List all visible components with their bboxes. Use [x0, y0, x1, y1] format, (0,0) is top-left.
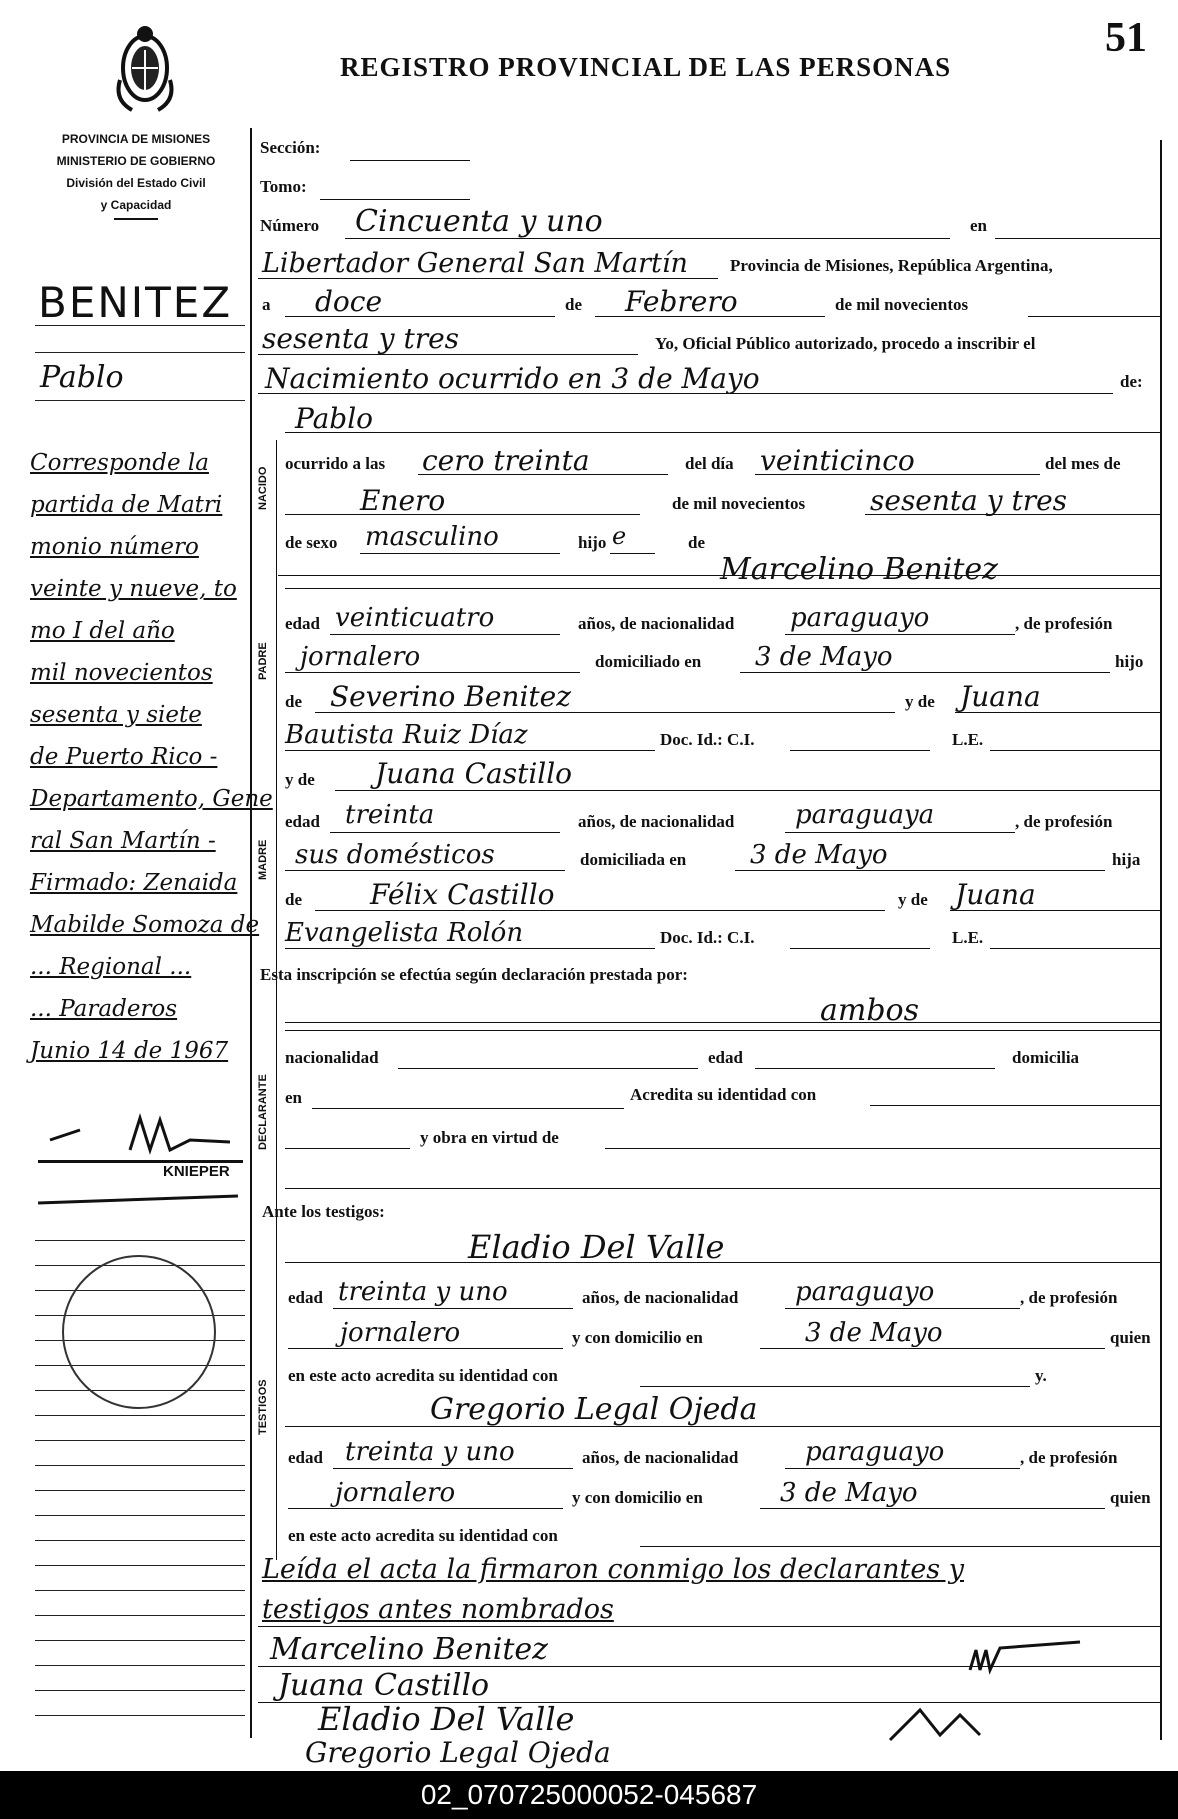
value-padre-padre: Severino Benitez [330, 680, 571, 713]
label-hijo: hijo [578, 533, 607, 552]
value-madre-nacionalidad: paraguaya [795, 800, 935, 830]
page-number: 51 [1105, 15, 1147, 61]
label-mil-novecientos-2: de mil novecientos [672, 494, 806, 513]
value-testigo1-domicilio: 3 de Mayo [805, 1318, 943, 1348]
official-stamp [38, 1160, 243, 1230]
label-ante-testigos: Ante los testigos: [262, 1202, 385, 1221]
label-en: en [970, 216, 987, 235]
value-sexo: masculino [365, 522, 499, 552]
label-edad-t2: edad [288, 1448, 323, 1467]
coat-of-arms-seal [112, 20, 178, 116]
label-del-dia: del día [685, 454, 734, 473]
section-testigos: TESTIGOS [257, 1379, 269, 1435]
margin-note-line: Departamento, Gene [30, 786, 273, 812]
label-de-madre: de [285, 890, 302, 909]
label-ocurrido: ocurrido a las [285, 454, 386, 473]
signature-4: Gregorio Legal Ojeda [305, 1736, 611, 1769]
label-y-de-madre-2: y de [898, 890, 928, 909]
label-docid-padre: Doc. Id.: C.I. [660, 730, 755, 749]
value-madre-nombre: Juana Castillo [375, 757, 573, 790]
label-provincia: Provincia de Misiones, República Argentina, [730, 256, 1053, 275]
section-padre: PADRE [257, 642, 269, 680]
agency-line-2: MINISTERIO DE GOBIERNO [56, 154, 216, 168]
section-madre: MADRE [257, 839, 269, 880]
section-nacido: NACIDO [257, 466, 269, 510]
label-profesion-madre: , de profesión [1015, 812, 1113, 831]
value-madre-profesion: sus domésticos [295, 840, 495, 870]
label-domiciliado: domiciliado en [595, 652, 702, 671]
label-hijo-padre: hijo [1115, 652, 1144, 671]
value-testigo2-domicilio: 3 de Mayo [780, 1478, 918, 1508]
margin-note-line: de Puerto Rico - [30, 744, 218, 770]
closing-text-1: Leída el acta la firmaron conmigo los declarantes y [262, 1554, 964, 1585]
label-profesion-t2: , de profesión [1020, 1448, 1118, 1467]
signature-2: Juana Castillo [278, 1668, 490, 1703]
label-mil-novecientos: de mil novecientos [835, 295, 969, 314]
label-le-madre: L.E. [952, 928, 984, 947]
label-edad-padre: edad [285, 614, 320, 633]
label-domicilio-t2: y con domicilio en [572, 1488, 703, 1507]
value-padre-domicilio: 3 de Mayo [755, 642, 893, 672]
margin-signature [40, 1110, 240, 1160]
value-testigo1-edad: treinta y uno [338, 1277, 508, 1307]
label-de-colon: de: [1120, 372, 1143, 391]
label-profesion-t1: , de profesión [1020, 1288, 1118, 1307]
section-divider [276, 440, 277, 1560]
image-id-footer: 02_070725000052-045687 [0, 1771, 1178, 1819]
value-anio-inscripcion: sesenta y tres [262, 322, 460, 355]
closing-text-2: testigos antes nombrados [262, 1594, 614, 1625]
margin-note-line: Firmado: Zenaida [30, 870, 238, 896]
agency-line-3: División del Estado Civil [66, 176, 206, 190]
label-de: de [565, 295, 582, 314]
margin-note-line: ... Paraderos [30, 996, 178, 1022]
value-madre-edad: treinta [345, 800, 435, 830]
label-domicilia: domicilia [1012, 1048, 1080, 1067]
label-nacionalidad: nacionalidad [285, 1048, 379, 1067]
label-de-hijo: de [688, 533, 705, 552]
label-de-sexo: de sexo [285, 533, 338, 552]
margin-note-line: Corresponde la [30, 450, 209, 476]
margin-note-line: ... Regional ... [30, 954, 192, 980]
label-en-este-acto-t2: en este acto acredita su identidad con [288, 1526, 558, 1545]
margin-surname: BENITEZ [38, 278, 233, 327]
margin-note-line: Mabilde Somoza de [30, 912, 260, 938]
label-y-de-padre: y de [905, 692, 935, 711]
margin-note-line: partida de Matri [30, 492, 223, 518]
agency-line-1: PROVINCIA DE MISIONES [61, 132, 211, 146]
label-quien-t2: quien [1110, 1488, 1151, 1507]
label-del-mes: del mes de [1045, 454, 1121, 473]
value-padre-madre-2: Bautista Ruiz Díaz [285, 720, 528, 750]
main-right-border [1160, 140, 1162, 1740]
value-padre-edad: veinticuatro [335, 603, 495, 633]
section-declarante: DECLARANTE [257, 1074, 269, 1150]
value-dia-inscripcion: doce [315, 285, 383, 318]
label-inscripcion: Esta inscripción se efectúa según declaración prestada por: [260, 965, 688, 984]
label-acredita: Acredita su identidad con [630, 1085, 817, 1104]
value-mes: Enero [360, 484, 446, 517]
label-anos-nac-t2: años, de nacionalidad [582, 1448, 739, 1467]
margin-note-line: ral San Martín - [30, 828, 216, 854]
value-testigo2-nacionalidad: paraguayo [805, 1437, 945, 1467]
label-en-decl: en [285, 1088, 302, 1107]
label-y-dot: y. [1035, 1366, 1047, 1385]
value-testigo2-profesion: jornalero [335, 1478, 456, 1508]
label-profesion-padre: , de profesión [1015, 614, 1113, 633]
agency-line-4: y Capacidad [100, 198, 172, 212]
label-edad-decl: edad [708, 1048, 743, 1067]
stamp-name: KNIEPER [163, 1163, 230, 1180]
value-hora: cero treinta [422, 444, 590, 477]
label-yo-oficial: Yo, Oficial Público autorizado, procedo a inscribir el [655, 334, 1036, 353]
official-signature [880, 1640, 1110, 1750]
label-anos-nac-madre: años, de nacionalidad [578, 812, 735, 831]
value-nombre: Pablo [295, 402, 374, 435]
label-anos-nac-padre: años, de nacionalidad [578, 614, 735, 633]
label-de-padre: de [285, 692, 302, 711]
label-domicilio-t1: y con domicilio en [572, 1328, 703, 1347]
value-madre-madre-1: Juana [955, 878, 1036, 911]
signature-1: Marcelino Benitez [270, 1632, 548, 1667]
label-tomo: Tomo: [260, 177, 307, 196]
value-padre-madre-1: Juana [960, 680, 1041, 713]
margin-note-line: Junio 14 de 1967 [30, 1038, 229, 1064]
agency-block [30, 128, 242, 220]
label-docid-madre: Doc. Id.: C.I. [660, 928, 755, 947]
margin-note-line: mil novecientos [30, 660, 213, 686]
value-madre-madre-2: Evangelista Rolón [285, 918, 524, 948]
value-declarante: ambos [820, 993, 919, 1028]
label-anos-nac-t1: años, de nacionalidad [582, 1288, 739, 1307]
value-testigo2-nombre: Gregorio Legal Ojeda [430, 1392, 758, 1427]
margin-note-line: mo I del año [30, 618, 175, 644]
value-testigo1-nacionalidad: paraguayo [795, 1277, 935, 1307]
label-edad-t1: edad [288, 1288, 323, 1307]
value-mes-inscripcion: Febrero [625, 285, 738, 318]
label-edad-madre: edad [285, 812, 320, 831]
value-lugar: Libertador General San Martín [262, 248, 688, 279]
value-testigo2-edad: treinta y uno [345, 1437, 515, 1467]
value-madre-padre: Félix Castillo [370, 878, 555, 911]
value-padre-nacionalidad: paraguayo [790, 603, 930, 633]
label-le-padre: L.E. [952, 730, 984, 749]
value-numero: Cincuenta y uno [355, 204, 603, 239]
value-testigo1-nombre: Eladio Del Valle [468, 1228, 725, 1266]
margin-note-line: sesenta y siete [30, 702, 202, 728]
signature-3: Eladio Del Valle [318, 1700, 575, 1738]
margin-note-line: monio número [30, 534, 199, 560]
value-nacimiento: Nacimiento ocurrido en 3 de Mayo [265, 362, 760, 395]
margin-given-name: Pablo [40, 360, 124, 395]
label-y-de-madre: y de [285, 770, 315, 789]
label-en-este-acto-t1: en este acto acredita su identidad con [288, 1366, 558, 1385]
value-hijo-letra: e [612, 522, 627, 550]
value-madre-domicilio: 3 de Mayo [750, 840, 888, 870]
label-obra: y obra en virtud de [420, 1128, 559, 1147]
value-padre-profesion: jornalero [300, 642, 421, 672]
label-domiciliada: domiciliada en [580, 850, 687, 869]
round-seal-stamp [62, 1255, 216, 1409]
label-numero: Número [260, 216, 320, 235]
label-quien-t1: quien [1110, 1328, 1151, 1347]
label-seccion: Sección: [260, 138, 321, 157]
value-anio: sesenta y tres [870, 484, 1068, 517]
value-padre-nombre: Marcelino Benitez [720, 552, 998, 587]
value-dia: veinticinco [760, 444, 915, 477]
page-title: REGISTRO PROVINCIAL DE LAS PERSONAS [340, 52, 952, 82]
value-testigo1-profesion: jornalero [340, 1318, 461, 1348]
label-a: a [262, 295, 271, 314]
margin-note-line: veinte y nueve, to [30, 576, 237, 602]
label-hija: hija [1112, 850, 1141, 869]
